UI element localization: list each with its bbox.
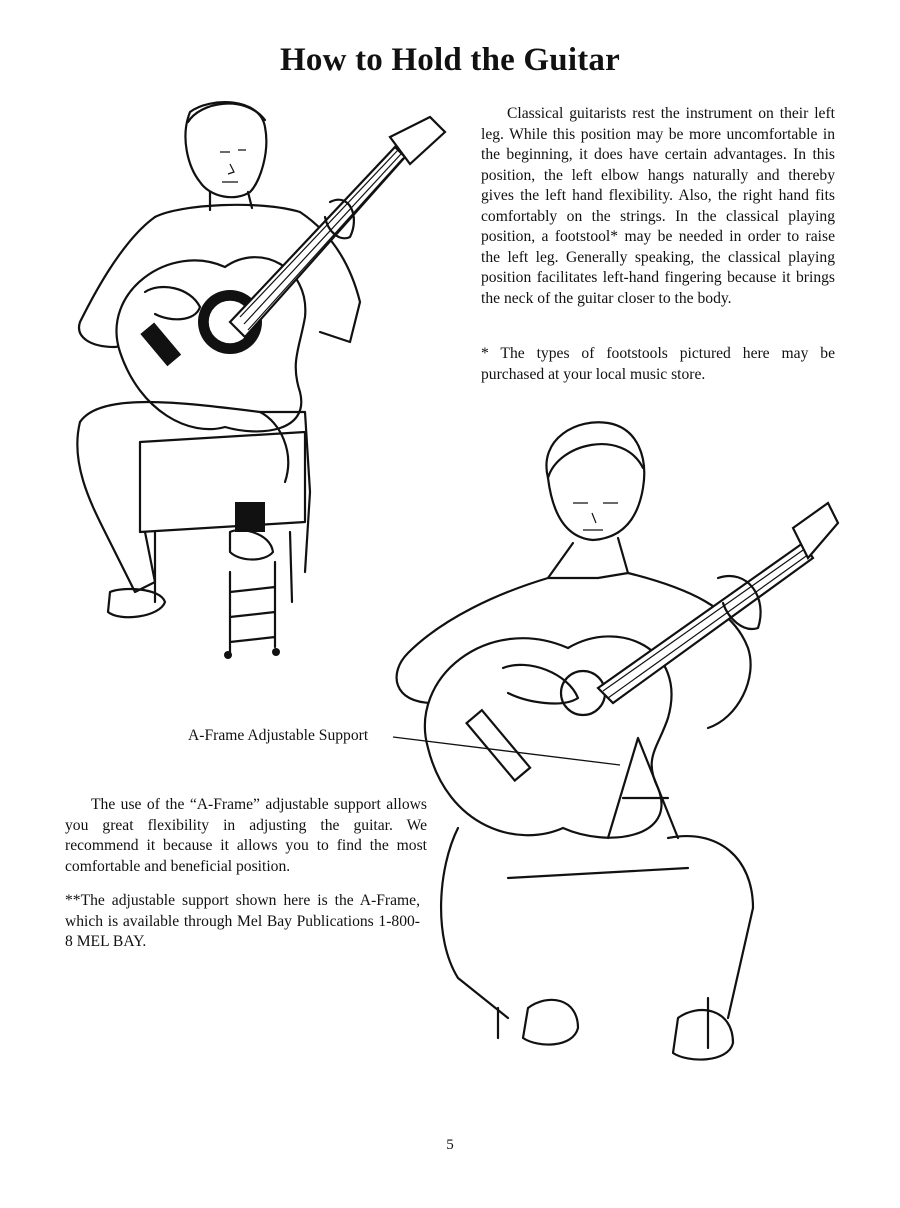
- aframe-callout-label: A-Frame Adjustable Support: [188, 727, 369, 744]
- guitarist-aframe-illustration: [388, 418, 848, 1128]
- aframe-note: **The adjustable support shown here is the A-Frame, which is available through Mel Bay Publications 1-800-8 MEL BAY.: [65, 892, 420, 950]
- intro-text: [481, 104, 835, 309]
- aframe-text: [65, 795, 427, 877]
- aframe-paragraph: The use of the “A-Frame” adjustable support allows you great flexibility in adjusting the guitar. We recommend it because it allows you to find the most comfortable and beneficial position.: [65, 796, 427, 875]
- intro-paragraph: Classical guitarists rest the instrument on their left leg. While this position may be more uncomfortable in the beginning, it does have certain advantages. In this position, the left elbow hangs naturally and thereby gives the left hand flexibility. Also, the right hand fits comfortably on the strings. In the classical playing position, a footstool* may be needed in order to raise the left leg. Generally speaking, the classical playing position facilitates left-hand fingering because it brings the neck of the guitar closer to the body.: [481, 105, 835, 307]
- footstool-footnote: * The types of footstools pictured here may be purchased at your local music store.: [481, 345, 835, 383]
- page-title: How to Hold the Guitar: [280, 42, 620, 78]
- page-number: 5: [446, 1137, 454, 1153]
